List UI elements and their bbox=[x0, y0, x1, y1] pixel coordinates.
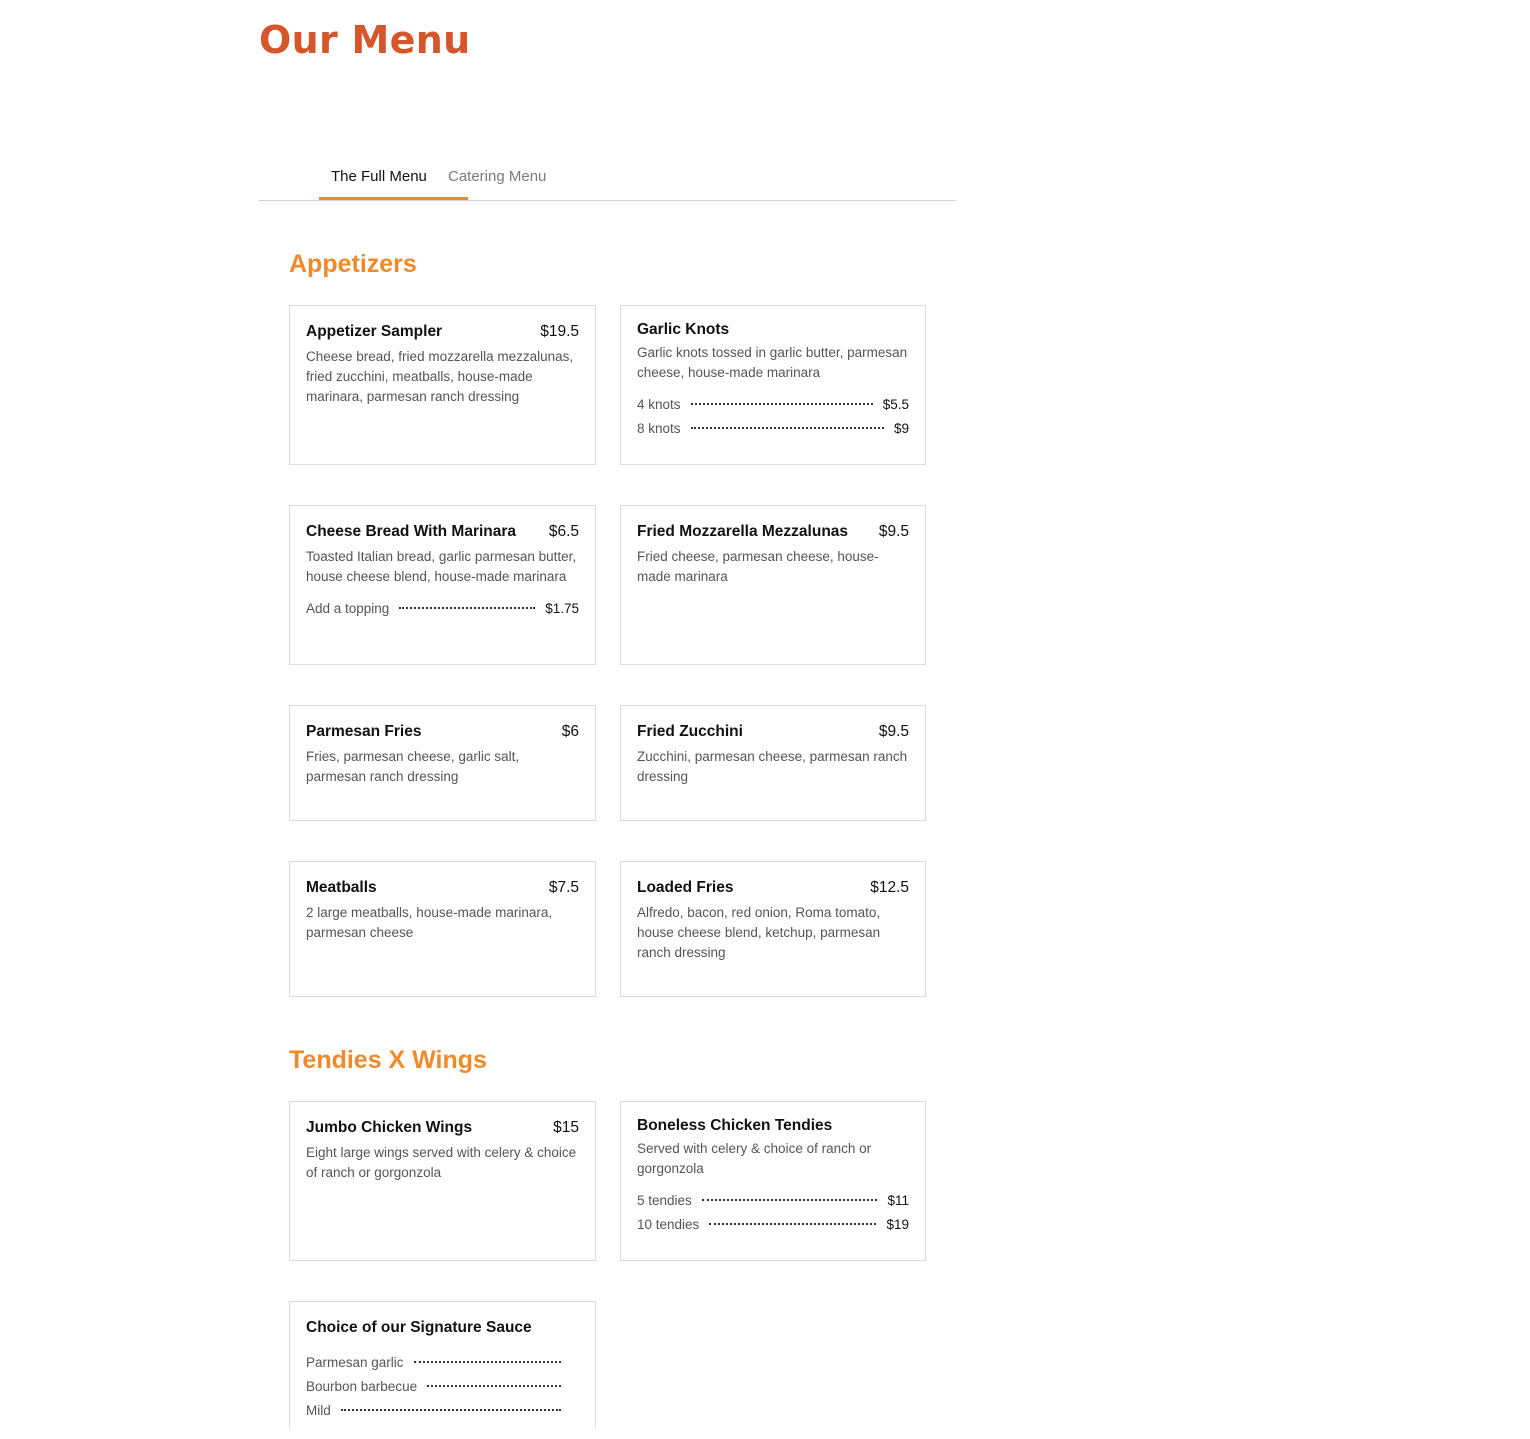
menu-item-card bbox=[620, 705, 926, 821]
option-row bbox=[637, 1217, 909, 1241]
leader-dots bbox=[341, 1409, 561, 1411]
leader-dots bbox=[399, 607, 535, 609]
section-heading-appetizers: Appetizers bbox=[289, 250, 417, 278]
menu-item-card bbox=[620, 505, 926, 665]
item-description: Cheese bread, fried mozzarella mezzalunas, fried zucchini, meatballs, house-made marinara, parmesan ranch dressing bbox=[306, 349, 574, 404]
option-list bbox=[637, 397, 909, 445]
item-description: Garlic knots tossed in garlic butter, parmesan cheese, house-made marinara bbox=[637, 345, 908, 380]
option-label: Mild bbox=[306, 1403, 331, 1418]
item-price: $15 bbox=[553, 1119, 579, 1136]
leader-dots bbox=[691, 427, 884, 429]
item-price: $9.5 bbox=[878, 723, 909, 740]
menu-item-card bbox=[289, 705, 596, 821]
option-row bbox=[637, 397, 909, 421]
option-label: Add a topping bbox=[306, 601, 390, 616]
option-price: $1.75 bbox=[545, 601, 579, 616]
menu-item-card bbox=[289, 305, 596, 465]
item-price: $6.5 bbox=[548, 523, 579, 540]
option-list bbox=[306, 601, 579, 625]
item-description: Toasted Italian bread, garlic parmesan butter, house cheese blend, house-made marinara bbox=[306, 549, 577, 584]
menu-item-card bbox=[620, 1101, 926, 1261]
item-name: Boneless Chicken Tendies bbox=[637, 1117, 833, 1134]
option-row bbox=[306, 1403, 561, 1427]
menu-item-card bbox=[620, 861, 926, 997]
option-price: $5.5 bbox=[882, 397, 909, 412]
menu-item-card bbox=[289, 1101, 596, 1261]
item-name: Fried Zucchini bbox=[637, 723, 743, 740]
option-label: 10 tendies bbox=[637, 1217, 700, 1232]
option-label: 5 tendies bbox=[637, 1193, 692, 1208]
option-price: $9 bbox=[893, 421, 909, 436]
option-label: 8 knots bbox=[637, 421, 681, 436]
item-description: Zucchini, parmesan cheese, parmesan ranch dressing bbox=[637, 749, 908, 784]
leader-dots bbox=[691, 403, 873, 405]
leader-dots bbox=[702, 1199, 878, 1201]
tab-full-menu[interactable]: The Full Menu bbox=[331, 168, 427, 185]
option-price: $11 bbox=[887, 1193, 909, 1208]
option-row bbox=[306, 1355, 561, 1379]
section-heading-tendies-wings: Tendies X Wings bbox=[289, 1046, 487, 1074]
option-label: Bourbon barbecue bbox=[306, 1379, 418, 1394]
option-row bbox=[637, 1193, 909, 1217]
tab-catering-menu[interactable]: Catering Menu bbox=[448, 168, 547, 185]
item-name: Fried Mozzarella Mezzalunas bbox=[637, 523, 849, 540]
item-description: Served with celery & choice of ranch or gorgonzola bbox=[637, 1141, 872, 1176]
item-description: Eight large wings served with celery & choice of ranch or gorgonzola bbox=[306, 1145, 577, 1180]
option-row bbox=[306, 601, 579, 625]
page-title: Our Menu bbox=[259, 18, 471, 62]
item-name: Cheese Bread With Marinara bbox=[306, 523, 517, 540]
option-row bbox=[306, 1379, 561, 1403]
item-price: $12.5 bbox=[870, 879, 909, 896]
item-name: Jumbo Chicken Wings bbox=[306, 1119, 473, 1136]
menu-tabs bbox=[259, 160, 956, 201]
option-list bbox=[306, 1355, 579, 1427]
option-list bbox=[637, 1193, 909, 1241]
leader-dots bbox=[427, 1385, 561, 1387]
item-name: Meatballs bbox=[306, 879, 377, 896]
item-price: $7.5 bbox=[548, 879, 579, 896]
option-label: 4 knots bbox=[637, 397, 681, 412]
item-name: Parmesan Fries bbox=[306, 723, 422, 740]
item-price: $19.5 bbox=[540, 323, 579, 340]
item-description: Fried cheese, parmesan cheese, house-made marinara bbox=[637, 549, 879, 584]
menu-item-card bbox=[289, 1301, 596, 1428]
menu-item-card bbox=[289, 505, 596, 665]
item-description: Alfredo, bacon, red onion, Roma tomato, house cheese blend, ketchup, parmesan ranch dressing bbox=[637, 905, 881, 960]
item-name: Appetizer Sampler bbox=[306, 323, 443, 340]
item-price: $6 bbox=[561, 723, 579, 740]
active-tab-indicator bbox=[319, 197, 468, 200]
option-row bbox=[637, 421, 909, 445]
leader-dots bbox=[709, 1223, 876, 1225]
item-description: 2 large meatballs, house-made marinara, parmesan cheese bbox=[306, 905, 553, 940]
item-name: Loaded Fries bbox=[637, 879, 734, 896]
menu-item-card bbox=[289, 861, 596, 997]
item-description: Fries, parmesan cheese, garlic salt, parmesan ranch dressing bbox=[306, 749, 520, 784]
item-name: Choice of our Signature Sauce bbox=[306, 1319, 532, 1336]
option-price: $19 bbox=[886, 1217, 909, 1232]
item-name: Garlic Knots bbox=[637, 321, 730, 338]
item-price: $9.5 bbox=[878, 523, 909, 540]
leader-dots bbox=[414, 1361, 561, 1363]
menu-item-card bbox=[620, 305, 926, 465]
option-label: Parmesan garlic bbox=[306, 1355, 404, 1370]
